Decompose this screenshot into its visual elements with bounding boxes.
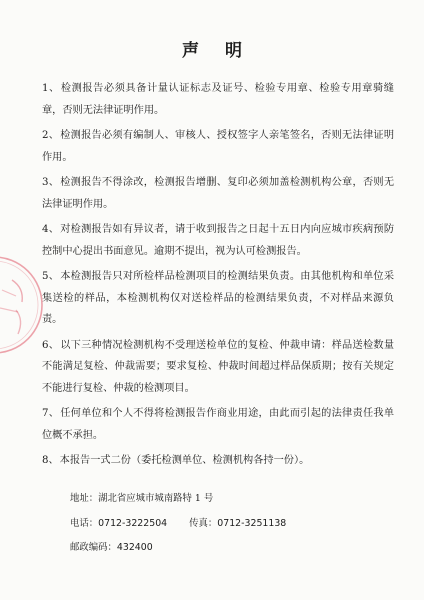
statement-item-7: 7、任何单位和个人不得将检测报告作商业用途，由此而引起的法律责任我单位概不承担。 xyxy=(42,408,395,441)
statement-item-4: 4、对检测报告如有异议者，请于收到报告之日起十五日内向应城市疾病预防控制中心提出书面意见。逾期不提出，视为认可检测报告。 xyxy=(42,224,395,257)
statement-item-2: 2、检测报告必须有编制人、审核人、授权签字人亲笔签名，否则无法律证明作用。 xyxy=(42,130,395,163)
statement-item-1: 1、检测报告必须具备计量认证标志及证号、检验专用章、检验专用章骑缝章，否则无法律证明作用。 xyxy=(42,83,394,116)
phone-value: 0712-3222504 xyxy=(98,517,168,529)
statement-item-8: 8、本报告一式二份（委托检测单位、检测机构各持一份）。 xyxy=(42,455,310,466)
postcode-label: 邮政编码： xyxy=(70,542,117,553)
address-label: 地址： xyxy=(70,493,99,504)
phone-fax-row xyxy=(70,512,400,537)
statement-item-3: 3、检测报告不得涂改，检测报告增删、复印必须加盖检测机构公章，否则无法律证明作用。 xyxy=(42,177,395,210)
postcode-value: 432400 xyxy=(116,542,153,553)
contact-info xyxy=(70,487,400,561)
statement-item-6: 6、以下三种情况检测机构不受理送检单位的复检、仲裁申请：样品送检数量不能满足复检、仲裁需要；要求复检、仲裁时间超过样品保质期；按有关规定不能进行复检、仲裁的检测项目。 xyxy=(42,339,395,394)
address-value: 湖北省应城市城南路特 1 号 xyxy=(98,493,214,504)
statement-list xyxy=(42,78,394,476)
phone-label: 电话： xyxy=(70,517,99,529)
address-row xyxy=(70,487,400,512)
page-title: 声明 xyxy=(182,41,268,61)
fax-value: 0712-3251138 xyxy=(217,517,287,529)
fax-label: 传真： xyxy=(189,517,218,529)
postcode-row xyxy=(70,536,400,561)
statement-item-5: 5、本检测报告只对所检样品检测项目的检测结果负责。由其他机构和单位采集送检的样品，本检测机构仅对送检样品的检测结果负责，不对样品来源负责。 xyxy=(42,271,395,325)
